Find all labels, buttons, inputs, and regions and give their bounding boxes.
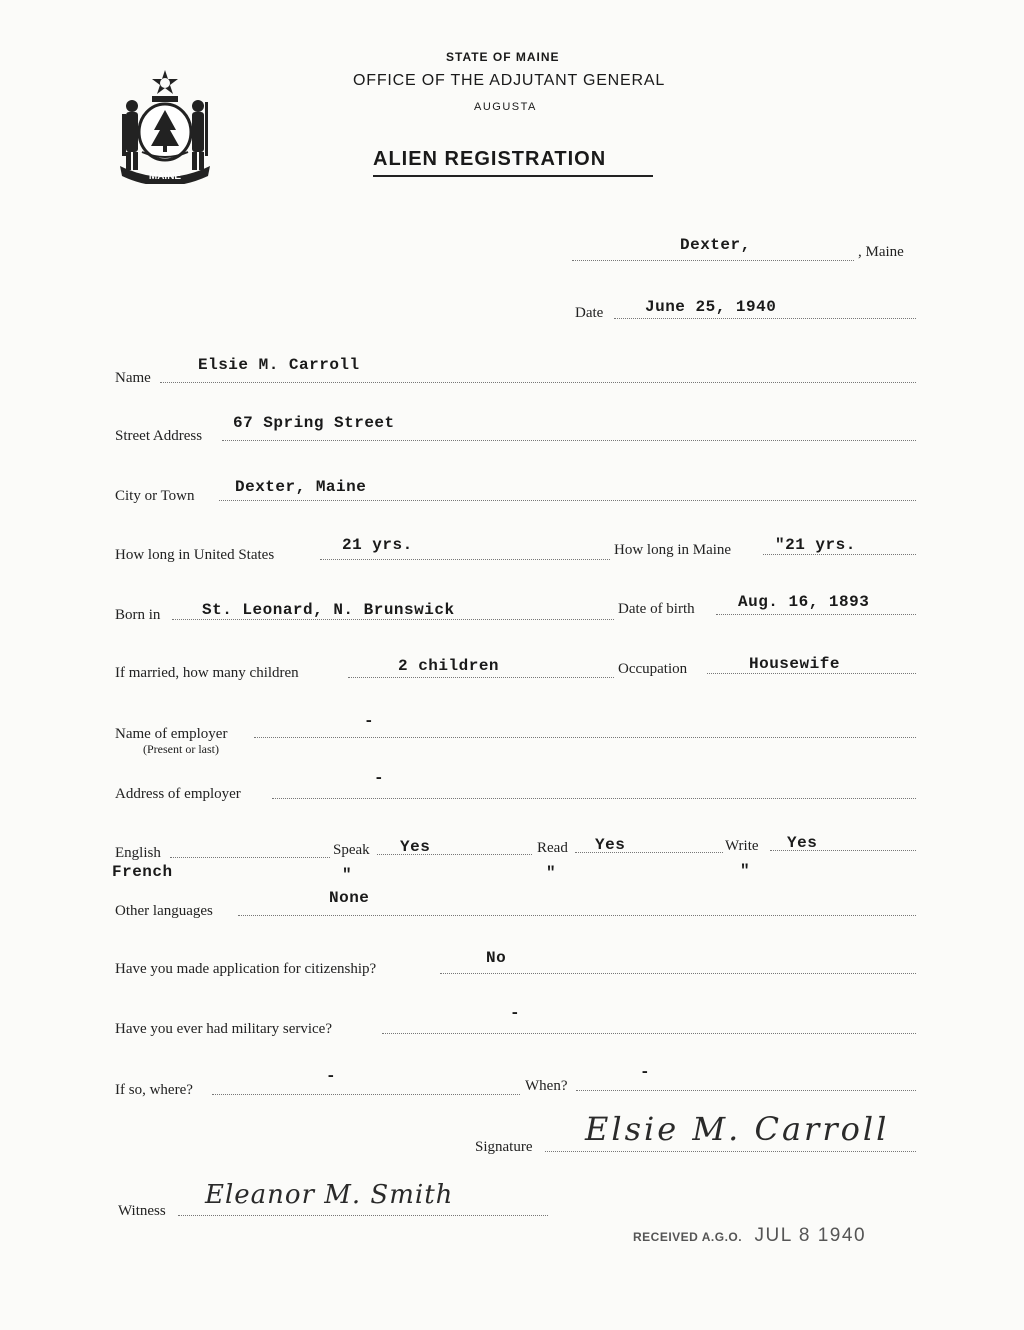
other-languages-value: None (329, 889, 370, 907)
employer-name-value: - (364, 712, 375, 730)
maine-state-seal-icon (112, 66, 218, 184)
where-label: If so, where? (115, 1082, 193, 1098)
us-years-label: How long in United States (115, 547, 275, 563)
english-write-value: Yes (787, 834, 818, 852)
name-value: Elsie M. Carroll (198, 356, 360, 374)
other-languages-line (238, 915, 916, 916)
english-speak-value: Yes (400, 838, 431, 856)
us-years-value: 21 yrs. (342, 536, 413, 554)
received-stamp-text: RECEIVED A.G.O. (633, 1230, 743, 1244)
born-in-value: St. Leonard, N. Brunswick (202, 601, 455, 619)
street-value: 67 Spring Street (233, 414, 395, 432)
where-line (212, 1094, 520, 1095)
town-line (572, 260, 854, 261)
employer-address-value: - (374, 769, 385, 787)
city-value: Dexter, Maine (235, 478, 367, 496)
received-stamp-date: JUL 8 1940 (754, 1225, 867, 1246)
occupation-value: Housewife (749, 655, 840, 673)
date-value: June 25, 1940 (645, 298, 777, 316)
dob-label: Date of birth (618, 601, 695, 617)
title-underline (373, 175, 653, 177)
received-stamp (633, 1225, 866, 1247)
street-label: Street Address (115, 428, 203, 444)
french-speak-value: " (342, 866, 353, 884)
date-label: Date (575, 305, 604, 321)
employer-name-label: Name of employer (115, 726, 228, 742)
french-write-value: " (740, 862, 751, 880)
french-label: French (112, 863, 173, 881)
witness-label: Witness (118, 1203, 166, 1219)
employer-address-label: Address of employer (115, 786, 241, 802)
state-heading: STATE OF MAINE (446, 50, 560, 64)
french-read-value: " (546, 864, 557, 882)
write-label: Write (725, 838, 759, 854)
maine-years-value: "21 yrs. (775, 536, 856, 554)
citizenship-line (440, 973, 916, 974)
speak-label: Speak (333, 842, 370, 858)
name-label: Name (115, 370, 151, 386)
office-heading: OFFICE OF THE ADJUTANT GENERAL (353, 72, 666, 89)
other-languages-label: Other languages (115, 903, 213, 919)
witness-line (178, 1215, 548, 1216)
citizenship-value: No (486, 949, 507, 967)
employer-address-line (272, 798, 916, 799)
date-line (614, 318, 916, 319)
seal-banner-text: MAINE (148, 171, 182, 182)
us-years-line (320, 559, 610, 560)
when-line (576, 1090, 916, 1091)
children-value: 2 children (398, 657, 500, 675)
children-line (348, 677, 614, 678)
when-label: When? (525, 1078, 568, 1094)
signature-value: Elsie M. Carroll (585, 1110, 890, 1148)
dob-line (716, 614, 916, 615)
english-line (170, 857, 330, 858)
military-line (382, 1033, 916, 1034)
state-suffix: , Maine (858, 244, 904, 260)
city-line (219, 500, 916, 501)
military-label: Have you ever had military service? (115, 1021, 332, 1037)
form-title: ALIEN REGISTRATION (373, 148, 607, 170)
english-read-value: Yes (595, 836, 626, 854)
name-line (160, 382, 916, 383)
read-label: Read (537, 840, 568, 856)
witness-value: Eleanor M. Smith (205, 1180, 454, 1210)
when-value: - (640, 1063, 651, 1081)
citizenship-label: Have you made application for citizenship? (115, 961, 377, 977)
employer-name-sublabel: (Present or last) (143, 742, 219, 756)
signature-label: Signature (475, 1139, 533, 1155)
children-label: If married, how many children (115, 665, 299, 681)
english-label: English (115, 845, 161, 861)
town-value: Dexter, (680, 236, 751, 254)
where-value: - (326, 1067, 337, 1085)
occupation-label: Occupation (618, 661, 688, 677)
maine-years-label: How long in Maine (614, 542, 732, 558)
city-label: City or Town (115, 488, 195, 504)
maine-years-line (763, 554, 916, 555)
city-heading: AUGUSTA (474, 101, 537, 113)
born-in-label: Born in (115, 607, 161, 623)
military-value: - (510, 1004, 521, 1022)
occupation-line (707, 673, 916, 674)
signature-line (545, 1151, 916, 1152)
dob-value: Aug. 16, 1893 (738, 593, 870, 611)
employer-name-line (254, 737, 916, 738)
street-line (222, 440, 916, 441)
born-in-line (172, 619, 614, 620)
